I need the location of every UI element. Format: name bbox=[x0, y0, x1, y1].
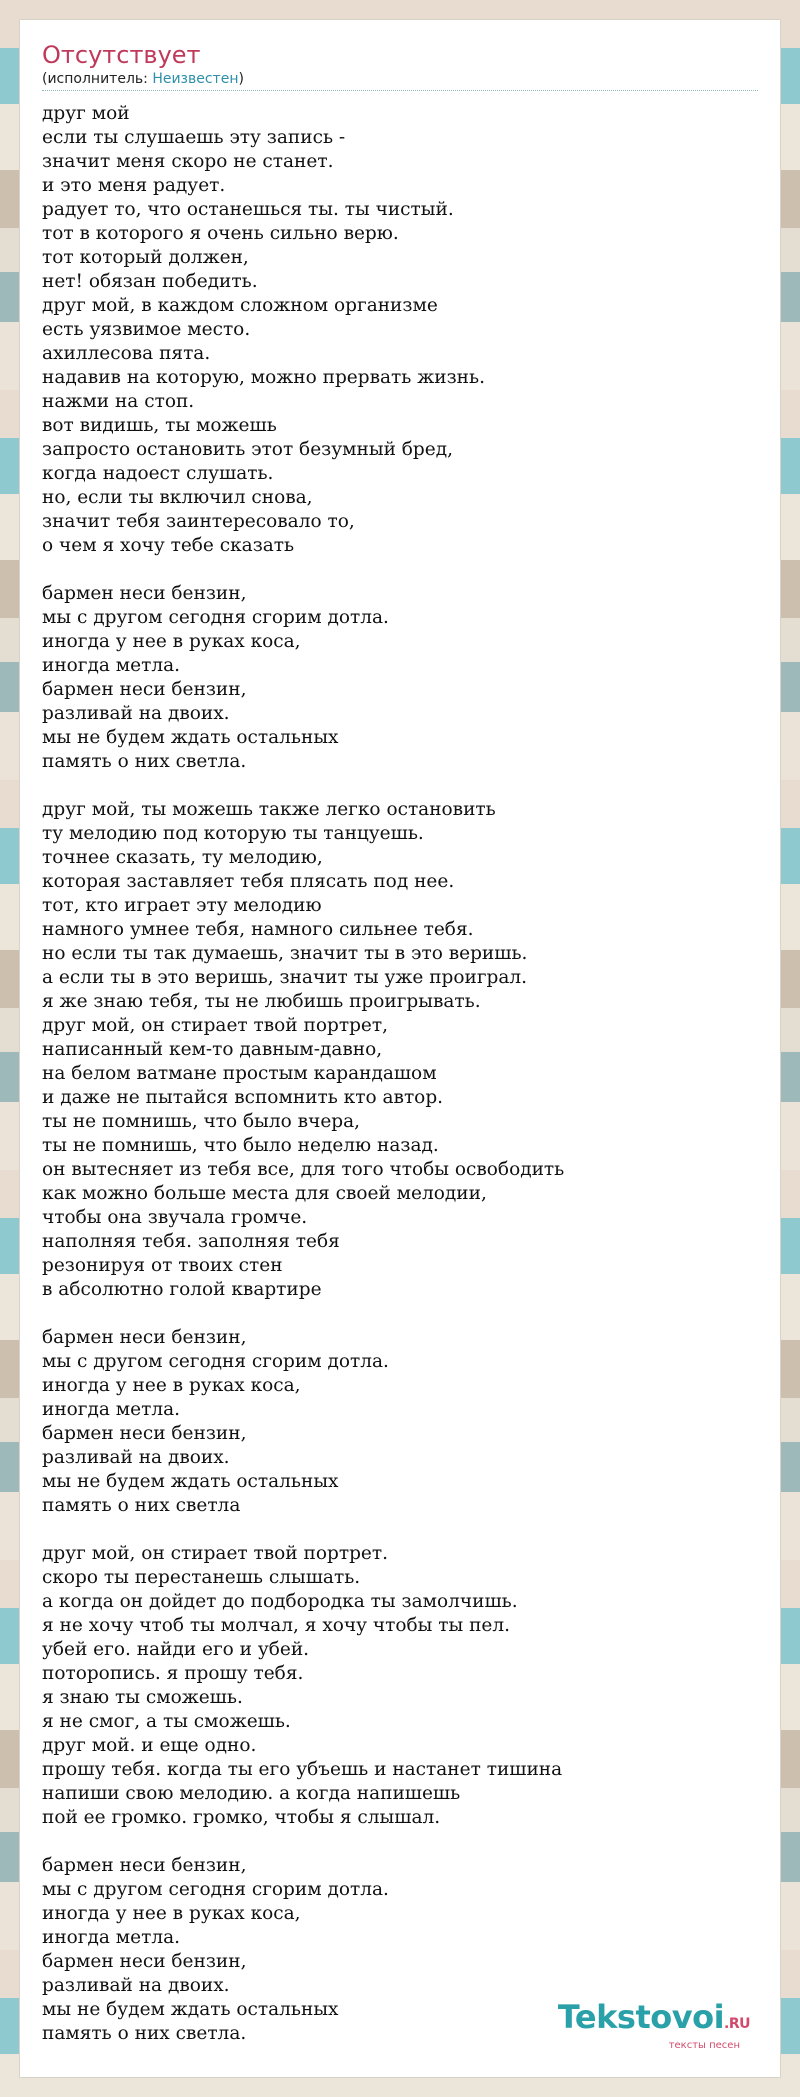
lyrics-line: прошу тебя. когда ты его убъешь и настанет тишина bbox=[42, 1759, 563, 1780]
lyrics-line: радует то, что останешься ты. ты чистый. bbox=[42, 199, 454, 220]
lyrics-line: мы не будем ждать остальных bbox=[42, 727, 339, 748]
lyrics-line: разливай на двоих. bbox=[42, 1447, 230, 1468]
site-logo[interactable] bbox=[558, 2000, 750, 2051]
lyrics-line: значит меня скоро не станет. bbox=[42, 151, 334, 172]
lyrics-line: запросто остановить этот безумный бред, bbox=[42, 439, 453, 460]
artist-line bbox=[42, 70, 758, 91]
lyrics-line: иногда у нее в руках коса, bbox=[42, 1903, 301, 1924]
artist-suffix: ) bbox=[238, 71, 244, 87]
lyrics-line: иногда метла. bbox=[42, 1399, 181, 1420]
lyrics-line: ту мелодию под которую ты танцуешь. bbox=[42, 823, 424, 844]
logo-tagline: тексты песен bbox=[668, 2040, 740, 2051]
lyrics-line: нет! обязан победить. bbox=[42, 271, 258, 292]
lyrics-stanza bbox=[42, 1326, 758, 1518]
lyrics-line: ты не помнишь, что было вчера, bbox=[42, 1111, 361, 1132]
lyrics-line: вот видишь, ты можешь bbox=[42, 415, 277, 436]
lyrics-line: бармен неси бензин, bbox=[42, 679, 247, 700]
lyrics-line: намного умнее тебя, намного сильнее тебя. bbox=[42, 919, 474, 940]
lyrics-line: иногда метла. bbox=[42, 655, 181, 676]
lyrics-line: бармен неси бензин, bbox=[42, 1855, 247, 1876]
lyrics-line: разливай на двоих. bbox=[42, 703, 230, 724]
lyrics-line: тот, кто играет эту мелодию bbox=[42, 895, 322, 916]
lyrics-line: ахиллесова пята. bbox=[42, 343, 211, 364]
lyrics-line: он вытесняет из тебя все, для того чтобы освободить bbox=[42, 1159, 565, 1180]
lyrics-line: напиши свою мелодию. а когда напишешь bbox=[42, 1783, 461, 1804]
lyrics-line: иногда метла. bbox=[42, 1927, 181, 1948]
lyrics-line: а когда он дойдет до подбородка ты замолчишь. bbox=[42, 1591, 518, 1612]
lyrics-line: я не смог, а ты сможешь. bbox=[42, 1711, 291, 1732]
lyrics-line: бармен неси бензин, bbox=[42, 1951, 247, 1972]
lyrics-line: как можно больше места для своей мелодии, bbox=[42, 1183, 487, 1204]
lyrics-line: но если ты так думаешь, значит ты в это веришь. bbox=[42, 943, 528, 964]
lyrics-line: наполняя тебя. заполняя тебя bbox=[42, 1231, 340, 1252]
lyrics-line: чтобы она звучала громче. bbox=[42, 1207, 308, 1228]
lyrics-line: мы не будем ждать остальных bbox=[42, 1471, 339, 1492]
lyrics-line: если ты слушаешь эту запись - bbox=[42, 127, 346, 148]
lyrics-line: тот в которого я очень сильно верю. bbox=[42, 223, 399, 244]
lyrics-body bbox=[42, 102, 758, 2070]
lyrics-line: когда надоест слушать. bbox=[42, 463, 274, 484]
lyrics-line: память о них светла bbox=[42, 1495, 241, 1516]
lyrics-line: и даже не пытайся вспомнить кто автор. bbox=[42, 1087, 444, 1108]
lyrics-line: друг мой. и еще одно. bbox=[42, 1735, 257, 1756]
lyrics-line: мы не будем ждать остальных bbox=[42, 1999, 339, 2020]
lyrics-line: ты не помнишь, что было неделю назад. bbox=[42, 1135, 439, 1156]
song-title: Отсутствует bbox=[42, 41, 201, 69]
lyrics-line: друг мой, в каждом сложном организме bbox=[42, 295, 438, 316]
lyrics-line: иногда у нее в руках коса, bbox=[42, 631, 301, 652]
lyrics-stanza bbox=[42, 798, 758, 1302]
lyrics-line: есть уязвимое место. bbox=[42, 319, 251, 340]
lyrics-line: и это меня радует. bbox=[42, 175, 226, 196]
lyrics-line: пой ее громко. громко, чтобы я слышал. bbox=[42, 1807, 441, 1828]
lyrics-line: значит тебя заинтересовало то, bbox=[42, 511, 355, 532]
lyrics-line: иногда у нее в руках коса, bbox=[42, 1375, 301, 1396]
lyrics-line: я знаю ты сможешь. bbox=[42, 1687, 243, 1708]
lyrics-line: резонируя от твоих стен bbox=[42, 1255, 283, 1276]
lyrics-line: память о них светла. bbox=[42, 2023, 247, 2044]
lyrics-line: друг мой, он стирает твой портрет, bbox=[42, 1015, 388, 1036]
artist-link[interactable]: Неизвестен bbox=[152, 71, 239, 87]
lyrics-line: надавив на которую, можно прервать жизнь. bbox=[42, 367, 485, 388]
lyrics-line: в абсолютно голой квартире bbox=[42, 1279, 322, 1300]
song-header bbox=[42, 40, 758, 91]
lyrics-line: убей его. найди его и убей. bbox=[42, 1639, 310, 1660]
lyrics-line: мы с другом сегодня сгорим дотла. bbox=[42, 1879, 389, 1900]
lyrics-line: о чем я хочу тебе сказать bbox=[42, 535, 295, 556]
lyrics-line: бармен неси бензин, bbox=[42, 1327, 247, 1348]
lyrics-line: скоро ты перестанешь слышать. bbox=[42, 1567, 361, 1588]
lyrics-stanza bbox=[42, 1542, 758, 1830]
lyrics-line: мы с другом сегодня сгорим дотла. bbox=[42, 1351, 389, 1372]
lyrics-line: я не хочу чтоб ты молчал, я хочу чтобы ты пел. bbox=[42, 1615, 511, 1636]
lyrics-line: разливай на двоих. bbox=[42, 1975, 230, 1996]
lyrics-line: на белом ватмане простым карандашом bbox=[42, 1063, 437, 1084]
lyrics-line: поторопись. я прошу тебя. bbox=[42, 1663, 304, 1684]
lyrics-line: а если ты в это веришь, значит ты уже проиграл. bbox=[42, 967, 528, 988]
lyrics-line: друг мой, ты можешь также легко остановить bbox=[42, 799, 496, 820]
lyrics-line: друг мой, он стирает твой портрет. bbox=[42, 1543, 388, 1564]
lyrics-card bbox=[20, 20, 780, 2077]
lyrics-stanza bbox=[42, 102, 758, 558]
lyrics-stanza bbox=[42, 582, 758, 774]
lyrics-line: точнее сказать, ту мелодию, bbox=[42, 847, 323, 868]
lyrics-line: нажми на стоп. bbox=[42, 391, 195, 412]
lyrics-line: бармен неси бензин, bbox=[42, 583, 247, 604]
logo-name: Tekstovoi bbox=[557, 1998, 725, 2036]
lyrics-line: тот который должен, bbox=[42, 247, 249, 268]
lyrics-line: мы с другом сегодня сгорим дотла. bbox=[42, 607, 389, 628]
lyrics-line: написанный кем-то давным-давно, bbox=[42, 1039, 383, 1060]
artist-prefix: (исполнитель: bbox=[42, 71, 153, 87]
lyrics-line: бармен неси бензин, bbox=[42, 1423, 247, 1444]
logo-tld: .RU bbox=[724, 2016, 750, 2032]
lyrics-line: я же знаю тебя, ты не любишь проигрывать. bbox=[42, 991, 481, 1012]
lyrics-line: друг мой bbox=[42, 103, 130, 124]
lyrics-line: но, если ты включил снова, bbox=[42, 487, 313, 508]
lyrics-line: которая заставляет тебя плясать под нее. bbox=[42, 871, 455, 892]
lyrics-line: память о них светла. bbox=[42, 751, 247, 772]
